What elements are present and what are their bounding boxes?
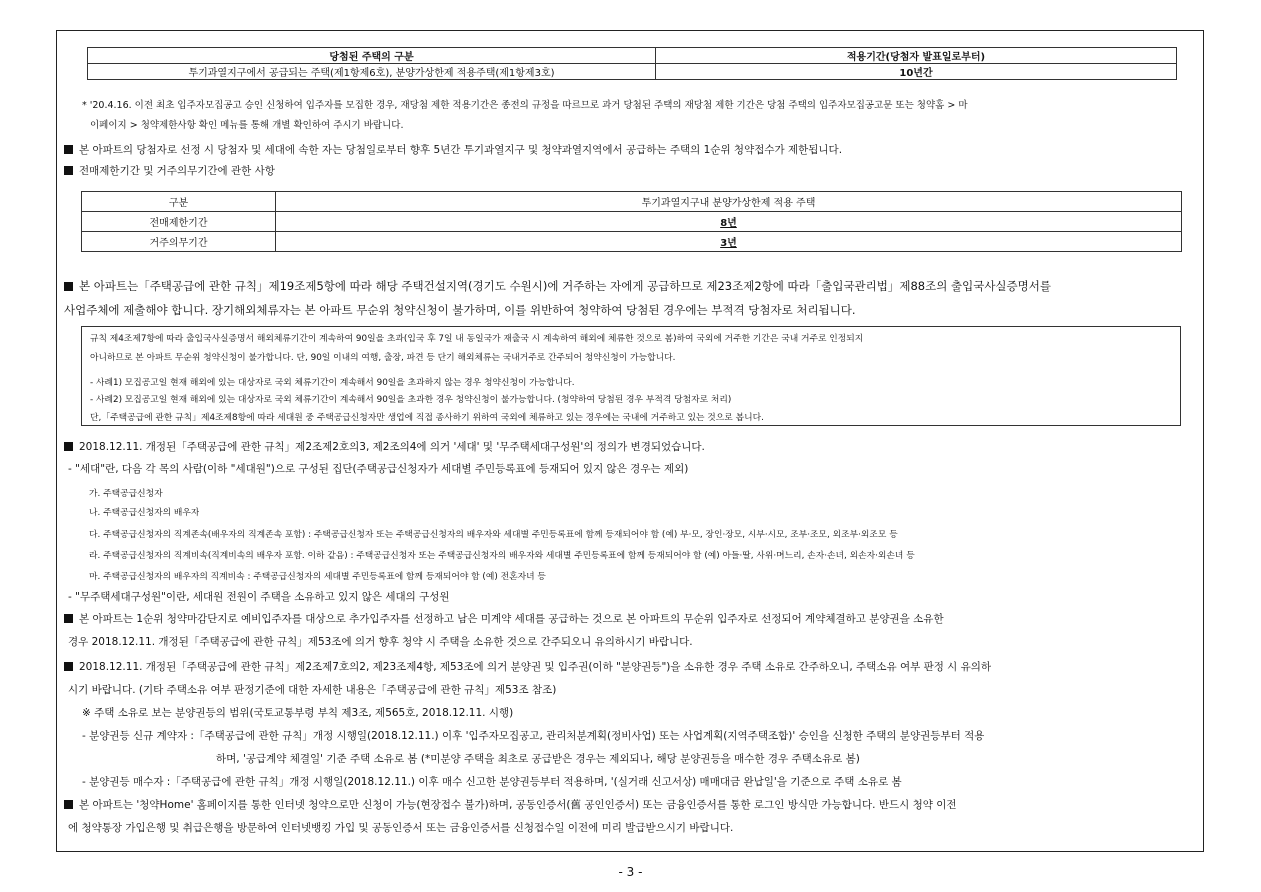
bullet-square-icon xyxy=(64,145,73,154)
bullet-square-icon xyxy=(64,614,73,623)
definition-item: 라. 주택공급신청자의 직계비속(직계비속의 배우자 포함. 이하 같음) : 주택공급신청자 또는 주택공급신청자의 배우자와 세대별 주민등록표에 함께 등재되어야 함 (예) 아들·딸, 사위·며느리, 손자·손녀, 외손자·외손녀 등 xyxy=(89,551,915,561)
paragraph: 전매제한기간 및 거주의무기간에 관한 사항 xyxy=(64,163,275,178)
box-line: 단,「주택공급에 관한 규칙」제4조제8항에 따라 세대원 중 주택공급신청자만 생업에 직접 종사하기 위하여 국외에 체류하고 있는 경우에는 국내에 거주하고 있는 것으로 봅니다. xyxy=(90,413,764,423)
box-line: - 사례1) 모집공고일 현재 해외에 있는 대상자로 국외 체류기간이 계속해서 90일을 초과하지 않는 경우 청약신청이 가능합니다. xyxy=(90,378,575,388)
paragraph-continued: 사업주체에 제출해야 합니다. 장기해외체류자는 본 아파트 무순위 청약신청이 불가하며, 이를 위반하여 청약하여 당첨된 경우에는 부적격 당첨자로 처리됩니다. xyxy=(64,303,856,317)
definition-item: 다. 주택공급신청자의 직계존속(배우자의 직계존속 포함) : 주택공급신청자 또는 주택공급신청자의 배우자와 세대별 주민등록표에 함께 등재되어야 함 (예) 부·모, 장인·장모, 시부·시모, 조부·조모, 외조부·외조모 등 xyxy=(89,530,898,540)
bullet-square-icon xyxy=(64,442,73,451)
note-line: 이페이지 > 청약제한사항 확인 메뉴를 통해 개별 확인하여 주시기 바랍니다. xyxy=(90,120,404,131)
paragraph: 2018.12.11. 개정된「주택공급에 관한 규칙」제2조제2호의3, 제2조의4에 의거 '세대' 및 '무주택세대구성원'의 정의가 변경되었습니다. xyxy=(64,439,705,454)
table-header: 구분 xyxy=(82,192,276,212)
scope-item-continued: 하며, '공급계약 체결일' 기준 주택 소유로 봄 (*미분양 주택을 최초로 공급받은 경우는 제외되나, 해당 분양권등을 매수한 경우 주택소유로 봄) xyxy=(216,753,860,765)
table-cell: 거주의무기간 xyxy=(82,232,276,252)
paragraph: 본 아파트는「주택공급에 관한 규칙」제19조제5항에 따라 해당 주택건설지역(경기도 수원시)에 거주하는 자에게 공급하므로 제23조제2항에 따라「출입국관리법」제88조의 출입국사실증명서를 xyxy=(64,278,1051,294)
note-line: * '20.4.16. 이전 최초 입주자모집공고 승인 신청하여 입주자를 모집한 경우, 재당첨 제한 적용기간은 종전의 규정을 따르므로 과거 당첨된 주택의 재당첨 제한 기간은 당첨 주택의 입주자모집공고문 또는 청약홈 > 마 xyxy=(82,100,968,111)
paragraph-continued: 경우 2018.12.11. 개정된「주택공급에 관한 규칙」제53조에 의거 향후 청약 시 주택을 소유한 것으로 간주되오니 유의하시기 바랍니다. xyxy=(68,636,693,648)
box-line: 규칙 제4조제7항에 따라 출입국사실증명서 해외체류기간이 계속하여 90일을 초과(입국 후 7일 내 동일국가 재출국 시 계속하여 해외에 체류한 것으로 봄)하여 국외에 거주한 기간은 국내 거주로 인정되지 xyxy=(90,334,864,344)
paragraph: 본 아파트의 당첨자로 선정 시 당첨자 및 세대에 속한 자는 당첨일로부터 향후 5년간 투기과열지구 및 청약과열지역에서 공급하는 주택의 1순위 청약접수가 제한됩니다. xyxy=(64,142,842,157)
table-header: 적용기간(당첨자 발표일로부터) xyxy=(656,48,1177,64)
table-row xyxy=(82,212,1182,232)
table-row xyxy=(82,232,1182,252)
scope-item: - 분양권등 매수자 :「주택공급에 관한 규칙」개정 시행일(2018.12.11.) 이후 매수 신고한 분양권등부터 적용하며, '(실거래 신고서상) 매매대금 완납일'을 기준으로 주택 소유로 봄 xyxy=(82,776,902,788)
page-number: - 3 - xyxy=(618,865,643,879)
bullet-square-icon xyxy=(64,800,73,809)
table-header: 당첨된 주택의 구분 xyxy=(88,48,656,64)
definition-line: - "세대"란, 다음 각 목의 사람(이하 "세대원")으로 구성된 집단(주택공급신청자가 세대별 주민등록표에 등재되어 있지 않은 경우는 제외) xyxy=(68,463,689,475)
paragraph: 2018.12.11. 개정된「주택공급에 관한 규칙」제2조제7호의2, 제23조제4항, 제53조에 의거 분양권 및 입주권(이하 "분양권등")을 소유한 경우 주택 소유로 간주하오니, 주택소유 여부 판정 시 유의하 xyxy=(64,659,991,674)
table-cell: 투기과열지구에서 공급되는 주택(제1항제6호), 분양가상한제 적용주택(제1항제3호) xyxy=(88,64,656,80)
scope-item: - 분양권등 신규 계약자 :「주택공급에 관한 규칙」개정 시행일(2018.12.11.) 이후 '입주자모집공고, 관리처분계획(정비사업) 또는 사업계획(지역주택조합)' 승인을 신청한 주택의 분양권등부터 적용 xyxy=(82,730,985,742)
table-cell: 10년간 xyxy=(656,64,1177,80)
resale-residence-table xyxy=(81,191,1182,252)
paragraph: 본 아파트는 1순위 청약마감단지로 예비입주자를 대상으로 추가입주자를 선정하고 남은 미계약 세대를 공급하는 것으로 본 아파트의 무순위 입주자로 선정되어 계약체결하고 분양권을 소유한 xyxy=(64,611,944,626)
scope-note: ※ 주택 소유로 보는 분양권등의 범위(국토교통부령 부칙 제3조, 제565호, 2018.12.11. 시행) xyxy=(82,707,514,719)
definition-item: 마. 주택공급신청자의 배우자의 직계비속 : 주택공급신청자의 세대별 주민등록표에 함께 등재되어야 함 (예) 전혼자녀 등 xyxy=(89,572,546,582)
bullet-square-icon xyxy=(64,166,73,175)
table-header: 투기과열지구내 분양가상한제 적용 주택 xyxy=(276,192,1182,212)
definition-item: 나. 주택공급신청자의 배우자 xyxy=(89,508,200,518)
rewin-restriction-table xyxy=(87,47,1177,80)
table-cell: 3년 xyxy=(276,232,1182,252)
bullet-square-icon xyxy=(64,282,73,291)
paragraph-continued: 에 청약통장 가입은행 및 취급은행을 방문하여 인터넷뱅킹 가입 및 공동인증서 또는 금융인증서를 신청접수일 이전에 미리 발급받으시기 바랍니다. xyxy=(68,822,734,834)
paragraph-continued: 시기 바랍니다. (기타 주택소유 여부 판정기준에 대한 자세한 내용은「주택공급에 관한 규칙」제53조 참조) xyxy=(68,684,557,696)
table-cell: 전매제한기간 xyxy=(82,212,276,232)
definition-line: - "무주택세대구성원"이란, 세대원 전원이 주택을 소유하고 있지 않은 세대의 구성원 xyxy=(68,591,450,603)
definition-item: 가. 주택공급신청자 xyxy=(89,489,163,499)
box-line: 아니하므로 본 아파트 무순위 청약신청이 불가합니다. 단, 90일 이내의 여행, 출장, 파견 등 단기 해외체류는 국내거주로 간주되어 청약신청이 가능합니다. xyxy=(90,353,676,363)
table-cell: 8년 xyxy=(276,212,1182,232)
bullet-square-icon xyxy=(64,662,73,671)
box-line: - 사례2) 모집공고일 현재 해외에 있는 대상자로 국외 체류기간이 계속해서 90일을 초과한 경우 청약신청이 불가능합니다. (청약하여 당첨된 경우 부적격 당첨자로 처리) xyxy=(90,395,732,405)
paragraph: 본 아파트는 '청약Home' 홈페이지를 통한 인터넷 청약으로만 신청이 가능(현장접수 불가)하며, 공동인증서(舊 공인인증서) 또는 금융인증서를 통한 로그인 방식만 가능합니다. 반드시 청약 이전 xyxy=(64,797,957,812)
